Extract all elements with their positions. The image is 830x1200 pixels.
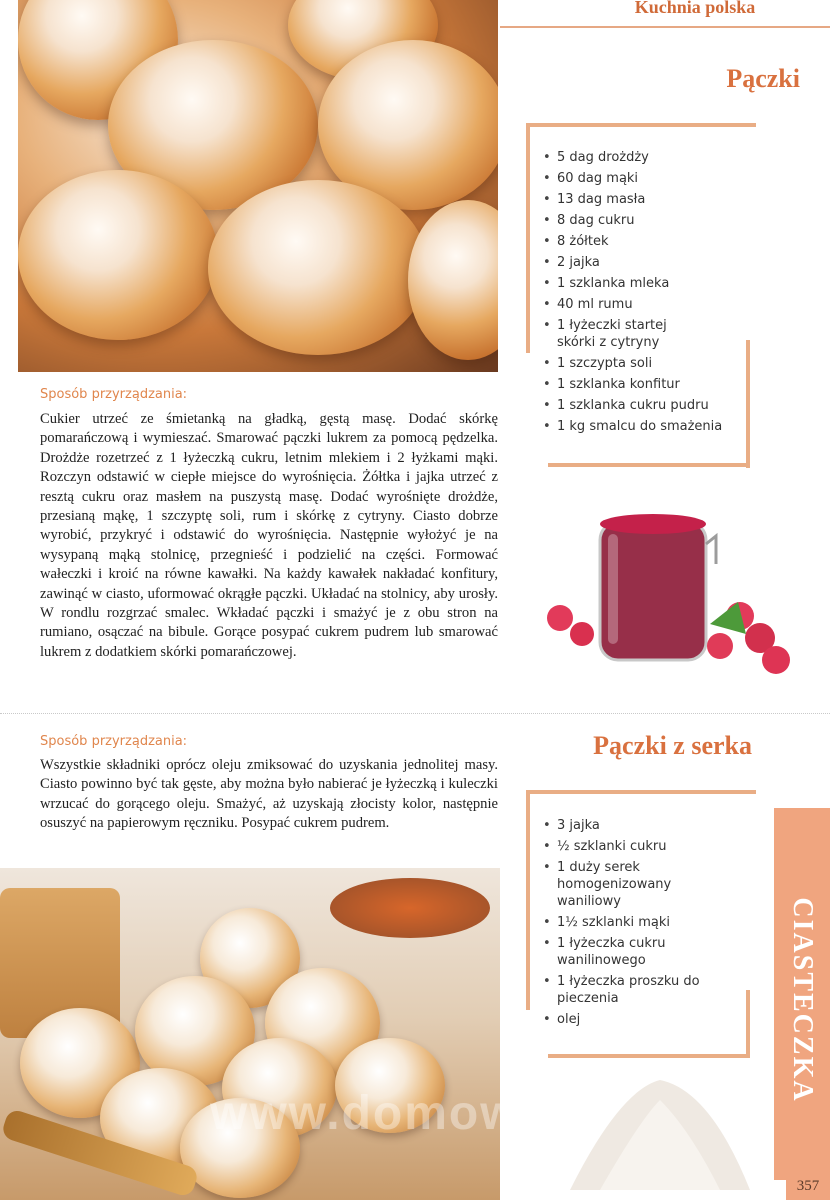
cheese-donuts-photo — [0, 868, 500, 1200]
ingredient-item: • 60 dag mąki — [541, 170, 741, 187]
bracket-right — [746, 340, 750, 468]
ingredient-item: • 1 łyżeczki startej skórki z cytryny — [541, 317, 707, 351]
chapter-tab-label: CIASTECZKA — [787, 897, 818, 1103]
method-text: Cukier utrzeć ze śmietanką na gładką, gęstą masę. Dodać skórkę pomarańczową i wymieszać. Smarować pączki lukrem za pomocą pędzelka. Drożdże rozetrzeć z 1 łyżeczką cukru, letnim mlekiem i 2 łyżkami mąki. Rozczyn odstawić w ciepłe miejsce do wyrośnięcia. Żółtka i jajka utrzeć z resztą cukru oraz masłem na puszystą masę. Dodać wyrośnięte drożdże, przesianą mąkę, 1 szczyptę soli, rum i skórkę z cytryny. Ciasto dobrze wyrobić, przykryć i odstawić do wyrośnięcia. Następnie wyłożyć je na wysypaną mąką stolnicę, przegnieść i podzielić na części. Formować wałeczki i kroić na równe kawałki. Na każdy kawałek nakładać konfitury, zawinąć w ciasto, uformować okrągłe pączki. Układać na stolnicy, aby urosły. W rondlu rozgrzać smalec. Wkładać pączki i smażyć je z obu stron na rumiano, osączać na bibule. Gorące posypać cukrem pudrem lub smarować lukrem z dodatkiem skórki pomarańczowej. — [40, 411, 498, 660]
ingredient-item: • 1 duży serek homogenizowany waniliowy — [541, 859, 707, 910]
ingredient-item: • 2 jajka — [541, 254, 741, 271]
donut — [18, 170, 218, 340]
donuts-photo — [18, 0, 498, 372]
bracket-top — [526, 123, 756, 127]
ingredient-item: • 1 łyżeczka proszku do pieczenia — [541, 973, 707, 1007]
ingredient-item: • 1 szklanka konfitur — [541, 376, 741, 393]
page-number: 357 — [786, 1172, 830, 1200]
ingredient-item: • 1½ szklanki mąki — [541, 914, 701, 931]
bracket-left — [526, 123, 530, 353]
ingredient-item: • 40 ml rumu — [541, 296, 741, 313]
spice-bowl — [330, 878, 490, 938]
ingredient-item: • 8 dag cukru — [541, 212, 741, 229]
recipe-title: Pączki z serka — [593, 731, 752, 760]
bracket-top — [526, 790, 756, 794]
ingredients-list — [541, 149, 741, 439]
ingredient-item: • 5 dag drożdży — [541, 149, 741, 166]
section-divider — [0, 713, 830, 714]
ingredients-list — [541, 817, 701, 1032]
method-text: Wszystkie składniki oprócz oleju zmiksować do uzyskania jednolitej masy. Ciasto powinno być tak gęste, aby można było nabierać je łyżeczką i kuleczki wrzucać do gorącego oleju. Smażyć, aż uzyskają złocisty kolor, następnie osuszyć na papierowym ręczniku. Posypać cukrem pudrem. — [40, 757, 498, 832]
ingredient-item: • olej — [541, 1011, 701, 1028]
ingredient-item: • 13 dag masła — [541, 191, 741, 208]
ingredient-item: • 8 żółtek — [541, 233, 741, 250]
ingredient-item: • 1 szklanka cukru pudru — [541, 397, 741, 414]
bracket-right — [746, 990, 750, 1058]
ingredient-item: • 3 jajka — [541, 817, 701, 834]
donut — [208, 180, 428, 355]
method-heading: Sposób przyrządzania: — [40, 387, 188, 402]
ingredient-item: • ½ szklanki cukru — [541, 838, 701, 855]
recipe-title: Pączki — [726, 64, 800, 93]
ingredient-item: • 1 szklanka mleka — [541, 275, 741, 292]
method-heading: Sposób przyrządzania: — [40, 734, 188, 749]
ingredient-item: • 1 szczypta soli — [541, 355, 741, 372]
watermark: www.domowa.pl — [210, 1087, 611, 1140]
bracket-bottom — [548, 463, 750, 467]
ingredient-item: • 1 kg smalcu do smażenia — [541, 418, 741, 435]
donut — [408, 200, 498, 360]
raspberries-illustration — [540, 594, 800, 690]
header-rule — [500, 26, 830, 28]
bracket-bottom — [548, 1054, 750, 1058]
section-header: Kuchnia polska — [634, 0, 756, 17]
ingredient-item: • 1 łyżeczka cukru wanilinowego — [541, 935, 702, 969]
bracket-left — [526, 790, 530, 1010]
